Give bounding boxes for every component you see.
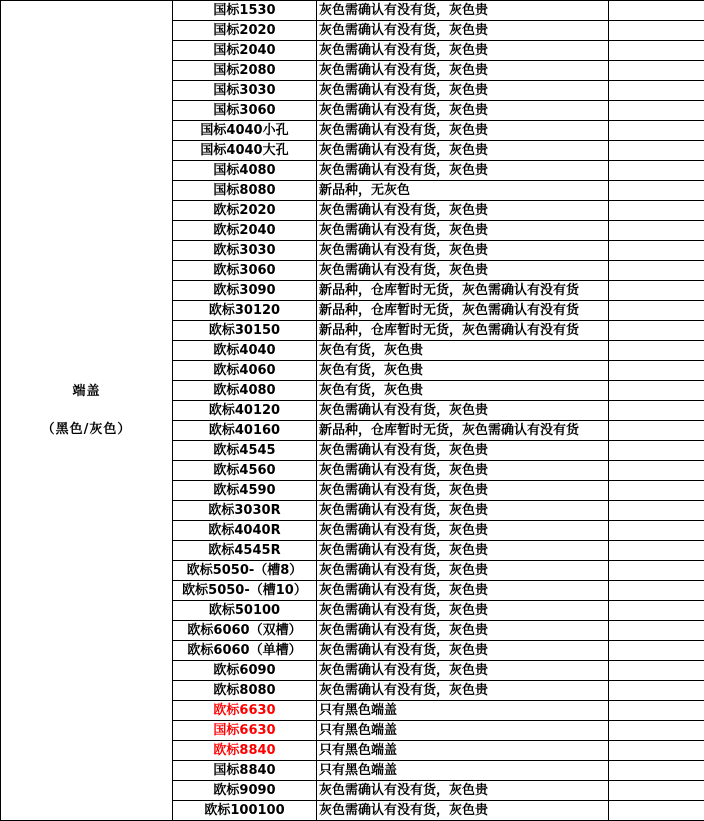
product-note-cell: 灰色需确认有没有货，灰色贵	[317, 681, 609, 701]
category-label-cell	[1, 1, 173, 821]
product-note-cell: 灰色需确认有没有货，灰色贵	[317, 81, 609, 101]
product-name-cell: 国标2020	[173, 21, 317, 41]
product-name-cell: 欧标6090	[173, 661, 317, 681]
empty-cell	[609, 641, 704, 661]
empty-cell	[609, 621, 704, 641]
product-note-cell: 灰色有货，灰色贵	[317, 341, 609, 361]
product-name-cell: 国标8080	[173, 181, 317, 201]
product-name-cell: 国标4040小孔	[173, 121, 317, 141]
product-note-cell: 灰色需确认有没有货，灰色贵	[317, 781, 609, 801]
product-note-cell: 灰色需确认有没有货，灰色贵	[317, 241, 609, 261]
product-note-cell: 灰色需确认有没有货，灰色贵	[317, 521, 609, 541]
product-name-cell: 国标4040大孔	[173, 141, 317, 161]
product-name-cell: 国标8840	[173, 761, 317, 781]
product-name-cell: 国标3060	[173, 101, 317, 121]
table-body	[1, 1, 704, 821]
category-label-main: 端盖	[3, 384, 170, 400]
empty-cell	[609, 41, 704, 61]
product-name-cell: 欧标2040	[173, 221, 317, 241]
empty-cell	[609, 561, 704, 581]
product-name-cell: 欧标4545R	[173, 541, 317, 561]
product-note-cell: 灰色需确认有没有货，灰色贵	[317, 1, 609, 21]
empty-cell	[609, 521, 704, 541]
empty-cell	[609, 21, 704, 41]
product-note-cell: 灰色需确认有没有货，灰色贵	[317, 461, 609, 481]
empty-cell	[609, 161, 704, 181]
empty-cell	[609, 261, 704, 281]
product-name-cell: 国标1530	[173, 1, 317, 21]
empty-cell	[609, 61, 704, 81]
category-label-sub: （黑色/灰色）	[3, 422, 170, 438]
product-name-cell: 欧标30150	[173, 321, 317, 341]
product-note-cell: 灰色需确认有没有货，灰色贵	[317, 621, 609, 641]
empty-cell	[609, 421, 704, 441]
product-note-cell: 灰色需确认有没有货，灰色贵	[317, 201, 609, 221]
product-name-cell: 国标6630	[173, 721, 317, 741]
empty-cell	[609, 761, 704, 781]
product-note-cell: 只有黑色端盖	[317, 701, 609, 721]
product-name-cell: 国标3030	[173, 81, 317, 101]
product-note-cell: 灰色需确认有没有货，灰色贵	[317, 101, 609, 121]
product-note-cell: 灰色需确认有没有货，灰色贵	[317, 601, 609, 621]
product-name-cell: 欧标4560	[173, 461, 317, 481]
product-note-cell: 只有黑色端盖	[317, 741, 609, 761]
empty-cell	[609, 481, 704, 501]
product-note-cell: 灰色需确认有没有货，灰色贵	[317, 661, 609, 681]
product-note-cell: 灰色需确认有没有货，灰色贵	[317, 21, 609, 41]
product-note-cell: 新品种，仓库暂时无货，灰色需确认有没有货	[317, 301, 609, 321]
empty-cell	[609, 461, 704, 481]
empty-cell	[609, 781, 704, 801]
product-note-cell: 新品种，仓库暂时无货，灰色需确认有没有货	[317, 281, 609, 301]
product-note-cell: 灰色需确认有没有货，灰色贵	[317, 221, 609, 241]
empty-cell	[609, 141, 704, 161]
empty-cell	[609, 601, 704, 621]
product-note-cell: 灰色需确认有没有货，灰色贵	[317, 561, 609, 581]
product-note-cell: 灰色需确认有没有货，灰色贵	[317, 401, 609, 421]
empty-cell	[609, 361, 704, 381]
product-note-cell: 灰色需确认有没有货，灰色贵	[317, 441, 609, 461]
product-name-cell: 欧标8080	[173, 681, 317, 701]
product-note-cell: 灰色需确认有没有货，灰色贵	[317, 801, 609, 821]
empty-cell	[609, 661, 704, 681]
product-note-cell: 新品种，仓库暂时无货，灰色需确认有没有货	[317, 321, 609, 341]
product-note-cell: 灰色有货，灰色贵	[317, 381, 609, 401]
product-name-cell: 欧标5050-（槽10）	[173, 581, 317, 601]
empty-cell	[609, 341, 704, 361]
product-name-cell: 欧标4040R	[173, 521, 317, 541]
product-name-cell: 欧标8840	[173, 741, 317, 761]
product-note-cell: 新品种，仓库暂时无货，灰色需确认有没有货	[317, 421, 609, 441]
product-note-cell: 灰色有货，灰色贵	[317, 361, 609, 381]
empty-cell	[609, 201, 704, 221]
product-note-cell: 灰色需确认有没有货，灰色贵	[317, 541, 609, 561]
product-name-cell: 欧标100100	[173, 801, 317, 821]
product-name-cell: 欧标6060（双槽）	[173, 621, 317, 641]
empty-cell	[609, 301, 704, 321]
product-name-cell: 欧标2020	[173, 201, 317, 221]
empty-cell	[609, 221, 704, 241]
empty-cell	[609, 181, 704, 201]
empty-cell	[609, 441, 704, 461]
product-note-cell: 灰色需确认有没有货，灰色贵	[317, 481, 609, 501]
product-name-cell: 欧标4060	[173, 361, 317, 381]
product-name-cell: 欧标3030	[173, 241, 317, 261]
product-name-cell: 欧标3060	[173, 261, 317, 281]
table-row	[1, 1, 704, 21]
product-name-cell: 欧标40120	[173, 401, 317, 421]
empty-cell	[609, 701, 704, 721]
product-note-cell: 灰色需确认有没有货，灰色贵	[317, 161, 609, 181]
empty-cell	[609, 381, 704, 401]
empty-cell	[609, 101, 704, 121]
empty-cell	[609, 241, 704, 261]
empty-cell	[609, 1, 704, 21]
empty-cell	[609, 681, 704, 701]
product-note-cell: 灰色需确认有没有货，灰色贵	[317, 581, 609, 601]
product-name-cell: 国标2080	[173, 61, 317, 81]
product-note-cell: 灰色需确认有没有货，灰色贵	[317, 61, 609, 81]
product-name-cell: 欧标40160	[173, 421, 317, 441]
empty-cell	[609, 501, 704, 521]
product-name-cell: 欧标3090	[173, 281, 317, 301]
product-note-cell: 灰色需确认有没有货，灰色贵	[317, 141, 609, 161]
product-note-cell: 灰色需确认有没有货，灰色贵	[317, 501, 609, 521]
product-name-cell: 欧标4590	[173, 481, 317, 501]
product-note-cell: 灰色需确认有没有货，灰色贵	[317, 41, 609, 61]
product-name-cell: 欧标5050-（槽8）	[173, 561, 317, 581]
product-name-cell: 欧标4545	[173, 441, 317, 461]
product-name-cell: 欧标50100	[173, 601, 317, 621]
product-note-cell: 只有黑色端盖	[317, 761, 609, 781]
product-name-cell: 欧标3030R	[173, 501, 317, 521]
product-note-cell: 灰色需确认有没有货，灰色贵	[317, 121, 609, 141]
empty-cell	[609, 541, 704, 561]
product-name-cell: 国标2040	[173, 41, 317, 61]
product-name-cell: 国标4080	[173, 161, 317, 181]
product-note-cell: 灰色需确认有没有货，灰色贵	[317, 261, 609, 281]
product-name-cell: 欧标4040	[173, 341, 317, 361]
empty-cell	[609, 281, 704, 301]
empty-cell	[609, 721, 704, 741]
empty-cell	[609, 321, 704, 341]
product-note-cell: 灰色需确认有没有货，灰色贵	[317, 641, 609, 661]
product-name-cell: 欧标4080	[173, 381, 317, 401]
empty-cell	[609, 401, 704, 421]
product-name-cell: 欧标6630	[173, 701, 317, 721]
product-name-cell: 欧标30120	[173, 301, 317, 321]
empty-cell	[609, 121, 704, 141]
empty-cell	[609, 741, 704, 761]
empty-cell	[609, 801, 704, 821]
product-note-cell: 只有黑色端盖	[317, 721, 609, 741]
empty-cell	[609, 81, 704, 101]
empty-cell	[609, 581, 704, 601]
product-name-cell: 欧标9090	[173, 781, 317, 801]
product-name-cell: 欧标6060（单槽）	[173, 641, 317, 661]
product-note-cell: 新品种，无灰色	[317, 181, 609, 201]
